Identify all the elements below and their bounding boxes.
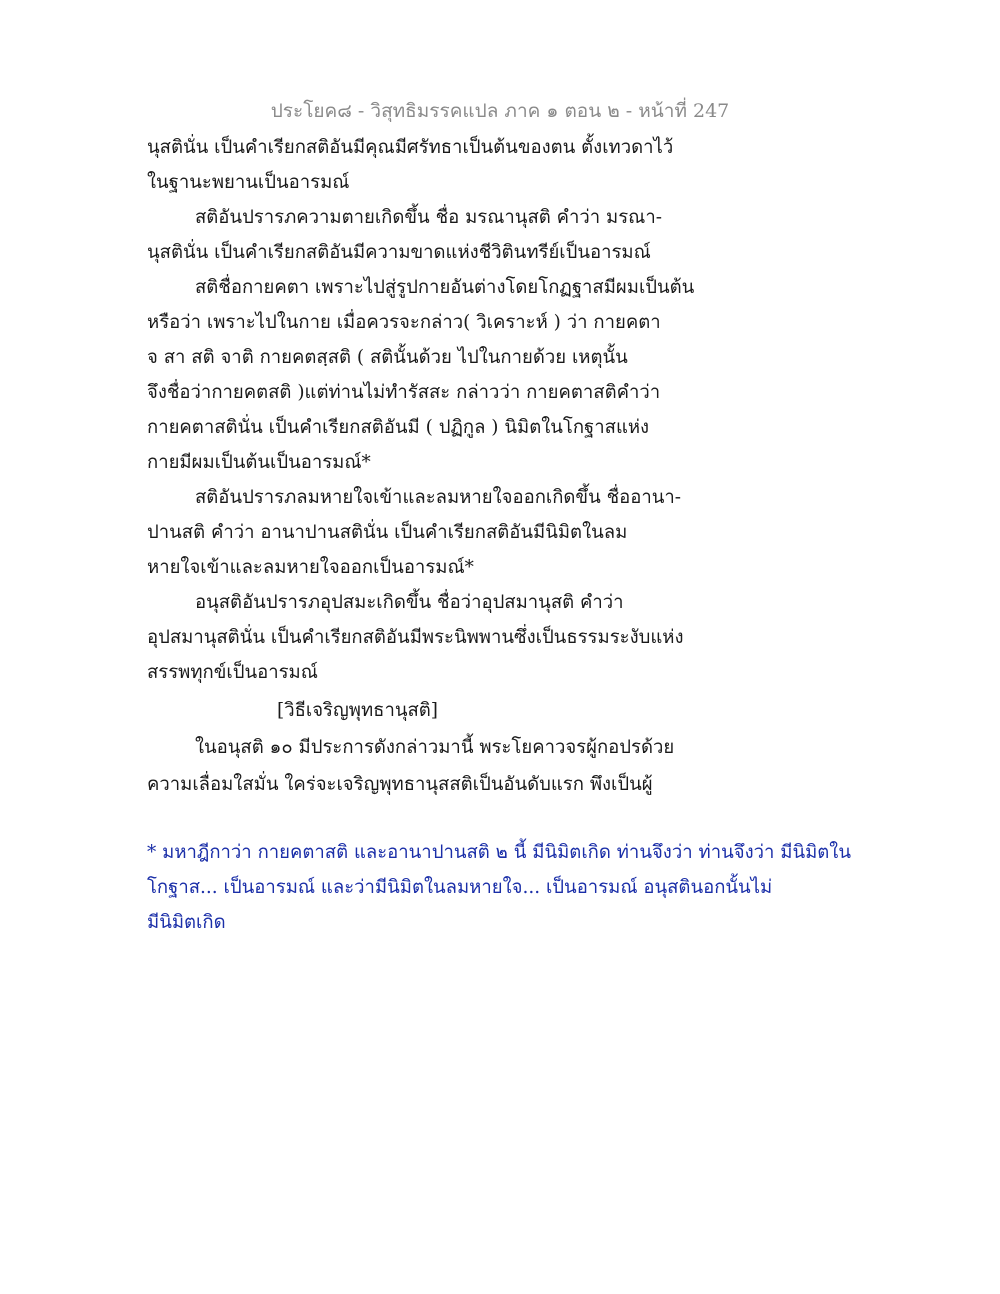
- paragraph-start-line: สติอันปรารภความตายเกิดขึ้น ชื่อ มรณานุสติ คำว่า มรณา-: [195, 207, 662, 228]
- paragraph-start-line: ในอนุสติ ๑๐ มีประการดังกล่าวมานี้ พระโยคาวจรผู้กอปรด้วย: [195, 737, 675, 758]
- body-line: กายคตาสตินั่น เป็นคำเรียกสติอันมี ( ปฏิกูล ) นิมิตในโกฐาสแห่ง: [147, 417, 650, 438]
- body-line: นุสตินั่น เป็นคำเรียกสติอันมีคุณมีศรัทธาเป็นต้นของตน ตั้งเทวดาไว้: [147, 137, 674, 158]
- body-line: ปานสติ คำว่า อานาปานสตินั่น เป็นคำเรียกสติอันมีนิมิตในลม: [147, 522, 628, 543]
- footnote-line: * มหาฎีกาว่า กายคตาสติ และอานาปานสติ ๒ นี้ มีนิมิตเกิด ท่านจึงว่า ท่านจึงว่า มีนิมิตใน: [147, 842, 851, 863]
- paragraph-start-line: สติชื่อกายคตา เพราะไปสู่รูปกายอันต่างโดยโกฏฐาสมีผมเป็นต้น: [195, 277, 695, 298]
- body-line: ความเลื่อมใสมั่น ใคร่จะเจริญพุทธานุสสติเป็นอันดับแรก พึงเป็นผู้: [147, 774, 653, 795]
- body-line: อุปสมานุสตินั่น เป็นคำเรียกสติอันมีพระนิพพานซึ่งเป็นธรรมระงับแห่ง: [147, 627, 684, 648]
- body-line: หายใจเข้าและลมหายใจออกเป็นอารมณ์*: [147, 557, 474, 578]
- body-line: กายมีผมเป็นต้นเป็นอารมณ์*: [147, 452, 371, 473]
- body-line: สรรพทุกข์เป็นอารมณ์: [147, 662, 318, 683]
- body-line: หรือว่า เพราะไปในกาย เมื่อควรจะกล่าว( วิเคราะห์ ) ว่า กายคตา: [147, 312, 661, 333]
- paragraph-start-line: สติอันปรารภลมหายใจเข้าและลมหายใจออกเกิดขึ้น ชื่ออานา-: [195, 487, 682, 508]
- body-line: จึงชื่อว่ากายคตสติ )แต่ท่านไม่ทำรัสสะ กล่าวว่า กายคตาสติคำว่า: [147, 382, 661, 403]
- body-line: ในฐานะพยานเป็นอารมณ์: [147, 172, 350, 193]
- footnote-line: มีนิมิตเกิด: [147, 912, 226, 933]
- body-line: นุสตินั่น เป็นคำเรียกสติอันมีความขาดแห่งชีวิตินทรีย์เป็นอารมณ์: [147, 242, 651, 263]
- running-header: ประโยค๘ - วิสุทธิมรรคแปล ภาค ๑ ตอน ๒ - หน้าที่ 247: [270, 100, 730, 122]
- paragraph-start-line: อนุสติอันปรารภอุปสมะเกิดขึ้น ชื่อว่าอุปสมานุสติ คำว่า: [195, 592, 624, 613]
- footnote-line: โกฐาส... เป็นอารมณ์ และว่ามีนิมิตในลมหายใจ... เป็นอารมณ์ อนุสตินอกนั้นไม่: [147, 877, 773, 898]
- section-heading: [วิธีเจริญพุทธานุสติ]: [277, 700, 438, 721]
- body-line: จ สา สติ จาติ กายคตสฺสติ ( สตินั้นด้วย ไปในกายด้วย เหตุนั้น: [147, 347, 628, 368]
